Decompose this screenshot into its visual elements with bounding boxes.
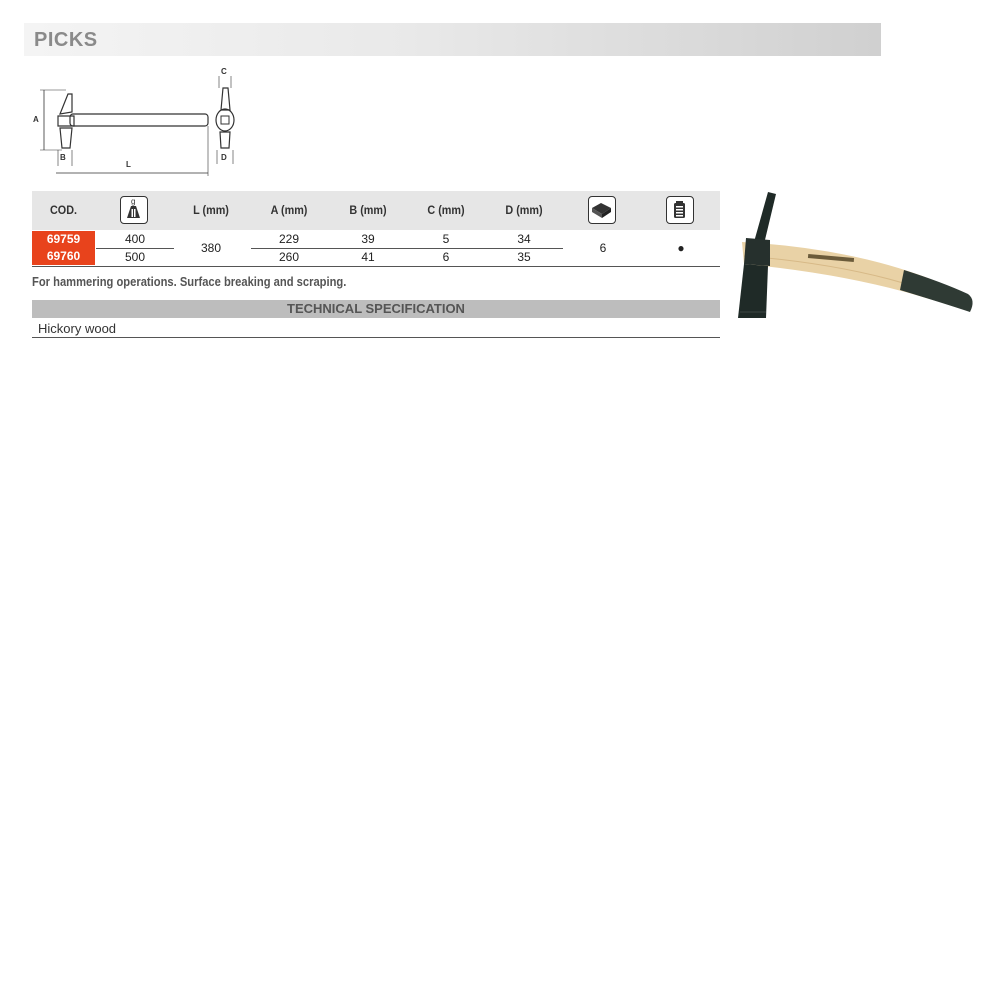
col-header-c: C (mm) <box>427 203 465 217</box>
display-box-icon <box>666 196 694 224</box>
l-value: 380 <box>200 241 222 255</box>
a-value: 260 <box>278 250 300 264</box>
section-title: PICKS <box>34 29 98 51</box>
weight-icon <box>120 196 148 224</box>
product-code[interactable]: 69760 <box>32 248 95 265</box>
col-header-a: A (mm) <box>270 203 308 217</box>
dimension-l-label: L <box>126 160 131 169</box>
c-value: 6 <box>442 250 450 264</box>
weight-value: 400 <box>124 232 146 246</box>
section-header <box>24 23 881 56</box>
usage-description: For hammering operations. Surface breaking and scraping. <box>32 274 347 289</box>
product-code[interactable]: 69759 <box>32 231 95 248</box>
b-value: 41 <box>361 250 375 264</box>
table-bottom-line <box>32 266 720 267</box>
spec-header <box>32 300 720 318</box>
spec-title: TECHNICAL SPECIFICATION <box>287 301 465 316</box>
c-value: 5 <box>442 232 450 246</box>
b-value: 39 <box>361 232 375 246</box>
product-table <box>32 191 720 266</box>
d-value: 34 <box>517 232 531 246</box>
dimension-b-label: B <box>60 153 66 162</box>
product-photo <box>728 186 976 326</box>
weight-value: 500 <box>124 250 146 264</box>
dimension-d-label: D <box>221 153 227 162</box>
col-header-l: L (mm) <box>193 203 229 217</box>
col-header-b: B (mm) <box>349 203 387 217</box>
table-header <box>32 191 720 230</box>
col-header-d: D (mm) <box>505 203 543 217</box>
dimension-a-label: A <box>33 115 39 124</box>
spec-text: Hickory wood <box>38 321 117 336</box>
dimension-c-label: C <box>221 67 227 76</box>
pick-dimension-diagram <box>30 64 250 180</box>
package-quantity: 6 <box>599 241 607 255</box>
package-icon <box>588 196 616 224</box>
spec-divider <box>32 337 720 338</box>
a-value: 229 <box>278 232 300 246</box>
weight-unit-label: g <box>131 197 136 206</box>
d-value: 35 <box>517 250 531 264</box>
display-availability: ● <box>677 241 685 255</box>
col-header-code: COD. <box>50 203 77 217</box>
